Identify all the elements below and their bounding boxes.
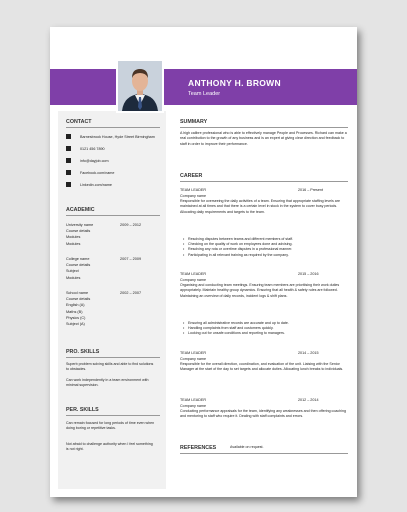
references-heading: REFERENCES [180, 445, 217, 451]
contact-phone: 0121 456 7890 [80, 147, 105, 151]
academic-line: Subject [66, 269, 79, 274]
academic-line: Modules [66, 275, 81, 280]
academic-line: University name [66, 223, 94, 227]
academic-line: Physics (C) [66, 315, 86, 320]
job-company: Company name [180, 357, 207, 361]
job-description: Organising and conducting team meetings. Ensuring team members are prioritising their work duties appropriately. Maintain healthy group dynamics. Ensuring that all health & safety rules are followed. Maintaining an overview of daily records, incident logs & shift plans. [180, 283, 340, 298]
job-bullet: • Participating in all relevant training as required by the company. [188, 253, 346, 258]
references-text: Available on request. [230, 445, 264, 449]
candidate-name: ANTHONY H. BROWN [188, 78, 281, 88]
contact-address: Barnesbrook House, Hyde Street Birmingham [80, 135, 155, 139]
home-icon [66, 134, 71, 139]
references-divider [180, 453, 348, 454]
pro-skill-item: Can work independently in a team environment with minimal supervision. [66, 378, 149, 388]
job-title: TEAM LEADER [180, 398, 207, 402]
pro-skill-item: Superb problem solving skills and able to find solutions to obstacles. [66, 362, 154, 372]
career-heading: CAREER [180, 173, 203, 179]
academic-line: College name [66, 257, 90, 261]
academic-years: 2002 – 2007 [120, 291, 142, 295]
email-icon [66, 158, 71, 163]
person-photo-icon [118, 61, 162, 111]
profile-photo [116, 59, 164, 113]
academic-line: Subject (A) [66, 322, 85, 327]
job-dates: 2016 – Present [298, 188, 324, 192]
resume-page [50, 27, 357, 497]
job-description: Conducting performance appraisals for the team, identifying any weaknesses and then offering coaching and mentoring to staff who require it. Dealing with staff complaints and errors. [180, 409, 346, 419]
academic-entry [66, 222, 158, 247]
job-bullet: • Handling complaints from staff and customers quickly. [188, 326, 346, 331]
job-dates: 2014 – 2015 [298, 351, 319, 355]
candidate-role: Team Leader [188, 91, 221, 97]
contact-facebook[interactable]: Facebook.com/name [80, 171, 115, 175]
summary-heading: SUMMARY [180, 119, 208, 125]
academic-heading: ACADEMIC [66, 207, 95, 213]
per-skills-heading: PER. SKILLS [66, 407, 99, 413]
academic-line: English (A) [66, 303, 85, 308]
contact-linkedin[interactable]: Linkedin.com/name [80, 183, 112, 187]
job-bullet: • Resolving any rota or overtime disputes in a professional manner. [188, 247, 346, 252]
job-company: Company name [180, 194, 207, 198]
academic-line: Course details [66, 263, 91, 268]
job-bullet: • Resolving disputes between teams and different members of staff. [188, 237, 346, 242]
job-bullets [188, 237, 346, 258]
job-description: Responsible for the overall direction, coordination, and evaluation of the unit. Liaising with the Senior Manager at the start of the day to set targets and allocate duties. Allocating lunch breaks to individuals. [180, 362, 344, 372]
phone-icon [66, 146, 71, 151]
per-skill-item: Not afraid to challenge authority when I feel something is not right. [66, 442, 153, 452]
job-title: TEAM LEADER [180, 351, 207, 355]
academic-years: 2007 – 2009 [120, 257, 142, 261]
academic-line: Modules [66, 235, 81, 240]
career-divider [180, 181, 348, 182]
job-description: Responsible for overseeing the daily activities of a team. Ensuring that appropriate staffing levels are maintained at all times and that there is a certain level in stock in the system to cover busy periods. Allocating daily requirements and targets to the team. [180, 199, 340, 214]
job-bullet: • Looking out for unsafe conditions and reporting to managers. [188, 331, 346, 336]
pro-skills-divider [66, 357, 160, 358]
job-title: TEAM LEADER [180, 272, 207, 276]
per-skill-item: Can remain focused for long periods of time even when doing boring or repetitive tasks. [66, 421, 155, 431]
pro-skills-heading: PRO. SKILLS [66, 349, 100, 355]
academic-entry [66, 290, 158, 327]
summary-text: A high calibre professional who is able to effectively manage People and Processes. Richard can make a real contribution to the growth of any business and is an expert at giving clear direction and feedback to staff in order to improve their performance. [180, 131, 347, 146]
academic-line: Course details [66, 297, 91, 302]
academic-divider [66, 215, 160, 216]
contact-divider [66, 127, 160, 128]
job-title: TEAM LEADER [180, 188, 207, 192]
contact-email[interactable]: info@dayjob.com [80, 159, 109, 163]
contact-heading: CONTACT [66, 119, 92, 125]
per-skills-divider [66, 415, 160, 416]
job-dates: 2012 – 2014 [298, 398, 319, 402]
academic-entry [66, 256, 158, 281]
job-bullets [188, 321, 346, 337]
linkedin-icon [66, 182, 71, 187]
job-bullet: • Ensuring all administrative records are accurate and up to date. [188, 321, 346, 326]
academic-line: Course details [66, 229, 91, 234]
academic-years: 2009 – 2012 [120, 223, 142, 227]
job-dates: 2015 – 2016 [298, 272, 319, 276]
facebook-icon [66, 170, 71, 175]
job-company: Company name [180, 404, 207, 408]
academic-line: Modules [66, 241, 81, 246]
academic-line: Maths (B) [66, 309, 83, 314]
academic-line: School name [66, 291, 89, 295]
summary-divider [180, 127, 348, 128]
job-company: Company name [180, 278, 207, 282]
job-bullet: • Checking on the quality of work on employees done and advising. [188, 242, 346, 247]
